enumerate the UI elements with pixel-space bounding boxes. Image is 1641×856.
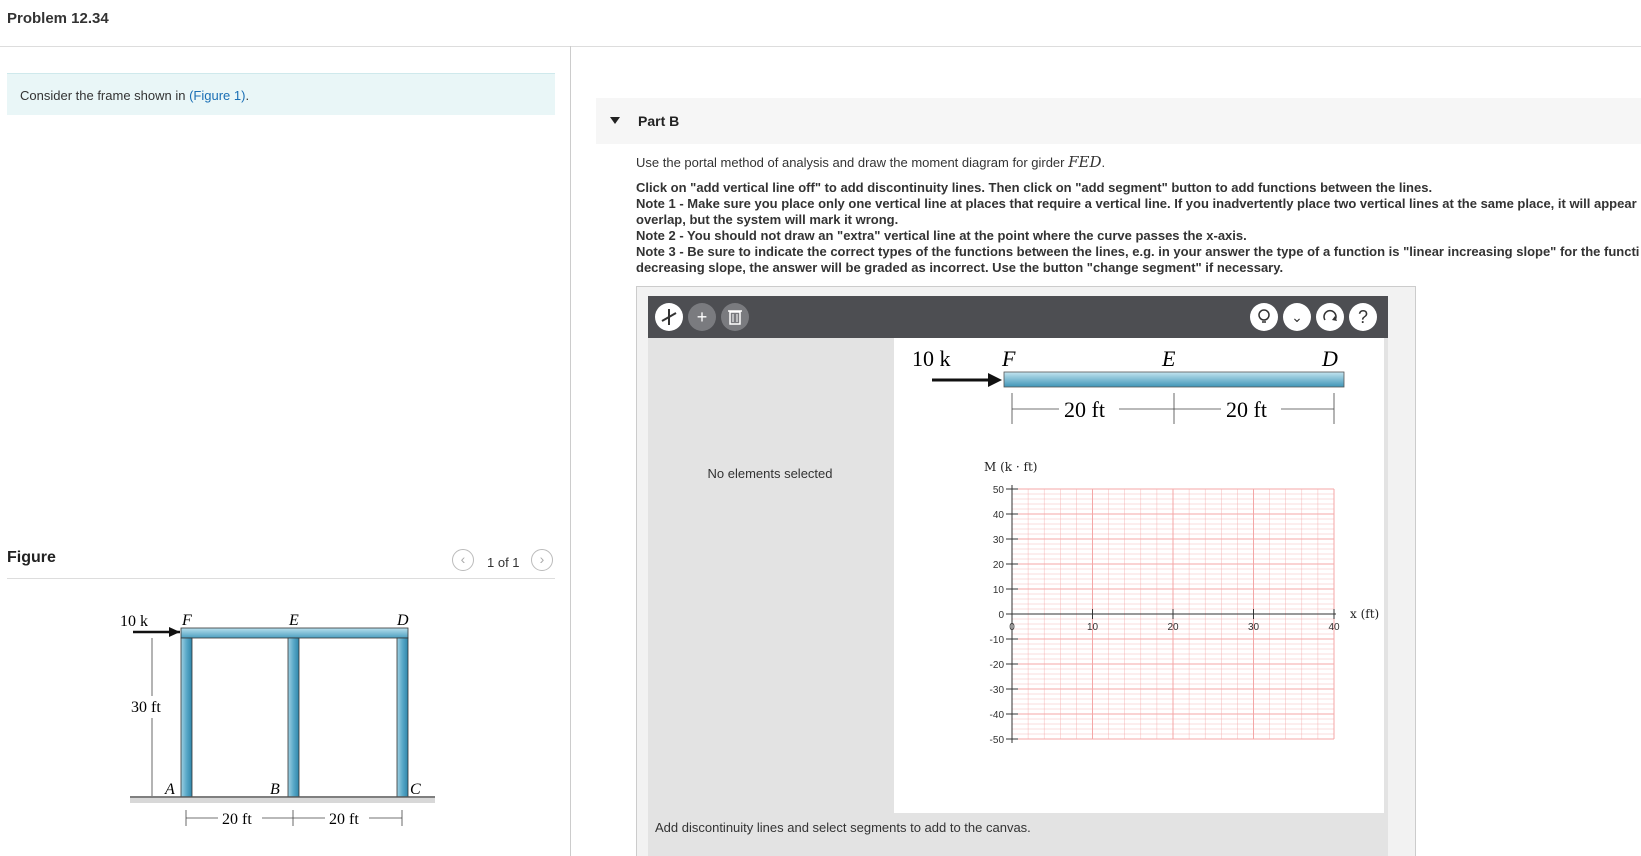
girder-name: FED bbox=[1068, 153, 1102, 171]
y-axis-label: M (k · ft) bbox=[984, 460, 1038, 474]
tool-toolbar bbox=[648, 296, 1388, 338]
fig-node-b: B bbox=[270, 781, 280, 798]
x-tick-label: 0 bbox=[1009, 622, 1015, 633]
beam-dim1-label: 20 ft bbox=[1064, 397, 1105, 422]
note-1: Note 1 - Make sure you place only one vertical line at places that require a vertical line. If you inadvertently place two vertical lines at the same place, it will appear bbox=[636, 196, 1637, 211]
ground-hatch bbox=[130, 798, 435, 803]
add-segment-button[interactable] bbox=[688, 303, 716, 331]
delete-icon bbox=[721, 303, 749, 331]
header-divider bbox=[0, 46, 1641, 47]
column-a bbox=[181, 638, 192, 797]
canvas-status: Add discontinuity lines and select segments to add to the canvas. bbox=[655, 820, 1031, 835]
y-tick-label: 20 bbox=[992, 560, 1004, 571]
figure-link[interactable]: (Figure 1) bbox=[189, 88, 246, 103]
help-button[interactable] bbox=[1349, 303, 1377, 331]
x-tick-label: 40 bbox=[1328, 622, 1340, 633]
instruction-notes bbox=[636, 180, 1641, 276]
collapse-triangle-icon[interactable] bbox=[610, 117, 620, 124]
help-icon: ? bbox=[1357, 307, 1368, 327]
note-1-cont: overlap, but the system will mark it wrong. bbox=[636, 212, 899, 227]
y-tick-label: -50 bbox=[989, 735, 1004, 746]
prev-figure-button[interactable] bbox=[452, 549, 474, 571]
drawing-canvas[interactable] bbox=[894, 338, 1384, 813]
frame-figure bbox=[110, 600, 440, 840]
instruction-intro bbox=[636, 153, 1641, 171]
fig-node-a: A bbox=[165, 781, 175, 798]
beam-dim2-label: 20 ft bbox=[1226, 397, 1267, 422]
figure-pager: 1 of 1 bbox=[487, 555, 520, 570]
part-label: Part B bbox=[638, 113, 680, 129]
y-tick-label: 10 bbox=[992, 585, 1004, 596]
canvas-load-arrowhead bbox=[988, 373, 1002, 387]
y-tick-label: 40 bbox=[992, 510, 1004, 521]
reset-button[interactable] bbox=[1316, 303, 1344, 331]
load-arrowhead bbox=[169, 627, 180, 637]
hint-icon bbox=[1250, 303, 1278, 331]
beam-label-f: F bbox=[1002, 346, 1016, 371]
girder bbox=[181, 628, 408, 638]
reset-icon bbox=[1316, 303, 1344, 331]
intro-text: Consider the frame shown in bbox=[20, 88, 190, 103]
selection-status: No elements selected bbox=[707, 466, 833, 481]
column-b bbox=[288, 638, 299, 797]
options-dropdown-button[interactable] bbox=[1283, 303, 1311, 331]
hint-button[interactable] bbox=[1250, 303, 1278, 331]
fig-node-e: E bbox=[289, 612, 299, 629]
part-header[interactable] bbox=[596, 98, 1641, 144]
y-tick-label: 30 bbox=[992, 535, 1004, 546]
y-tick-label: -20 bbox=[989, 660, 1004, 671]
intro-suffix: . bbox=[245, 88, 250, 103]
y-tick-label: -30 bbox=[989, 685, 1004, 696]
problem-title: Problem 12.34 bbox=[7, 10, 109, 27]
instruction-line: Click on "add vertical line off" to add discontinuity lines. Then click on "add segment" button to add functions between the lines. bbox=[636, 180, 1433, 195]
x-axis-label: x (ft) bbox=[1350, 607, 1380, 621]
fig-node-c: C bbox=[410, 781, 421, 798]
moment-plot[interactable] bbox=[984, 460, 1379, 746]
fig-span2-label: 20 ft bbox=[329, 811, 359, 828]
figure-heading: Figure bbox=[7, 549, 56, 566]
beam-fed bbox=[1004, 372, 1344, 387]
add-segment-icon: + bbox=[696, 307, 708, 327]
instructions bbox=[636, 153, 1641, 276]
chevron-left-icon: ‹ bbox=[460, 551, 466, 567]
beam-label-e: E bbox=[1162, 346, 1176, 371]
canvas-load-label: 10 k bbox=[912, 346, 951, 371]
fig-node-d: D bbox=[397, 612, 409, 629]
pane-splitter[interactable] bbox=[570, 46, 571, 856]
fig-load-label: 10 k bbox=[120, 613, 148, 630]
add-vertical-line-button[interactable] bbox=[655, 303, 683, 331]
note-3-cont: decreasing slope, the answer will be graded as incorrect. Use the button "change segment" if necessary. bbox=[636, 260, 1284, 275]
beam-label-d: D bbox=[1322, 346, 1338, 371]
fig-node-f: F bbox=[182, 612, 192, 629]
fig-height-label: 30 ft bbox=[131, 699, 161, 716]
x-tick-label: 10 bbox=[1086, 622, 1099, 633]
column-c bbox=[397, 638, 408, 797]
x-tick-label: 30 bbox=[1247, 622, 1260, 633]
fig-span1-label: 20 ft bbox=[222, 811, 252, 828]
delete-button[interactable] bbox=[721, 303, 749, 331]
add-vertical-line-icon bbox=[655, 303, 683, 331]
moment-diagram-svg[interactable] bbox=[894, 338, 1384, 813]
figure-divider bbox=[7, 578, 555, 579]
y-tick-label: 50 bbox=[992, 485, 1004, 496]
chevron-right-icon: › bbox=[539, 551, 545, 567]
x-tick-label: 20 bbox=[1167, 622, 1179, 633]
note-2: Note 2 - You should not draw an "extra" vertical line at the point where the curve passes the x-axis. bbox=[636, 228, 1247, 243]
next-figure-button[interactable] bbox=[531, 549, 553, 571]
y-tick-label: 0 bbox=[998, 610, 1004, 621]
instruction-suffix: . bbox=[1101, 155, 1106, 170]
y-tick-label: -40 bbox=[989, 710, 1004, 721]
instruction-text: Use the portal method of analysis and draw the moment diagram for girder bbox=[636, 155, 1069, 170]
note-3: Note 3 - Be sure to indicate the correct types of the functions between the lines, e.g. in your answer the type of a function is "linear increasing slope" for the functi bbox=[636, 244, 1640, 259]
y-tick-label: -10 bbox=[989, 635, 1004, 646]
problem-intro bbox=[7, 73, 555, 115]
chevron-down-icon: ⌄ bbox=[1291, 309, 1303, 325]
